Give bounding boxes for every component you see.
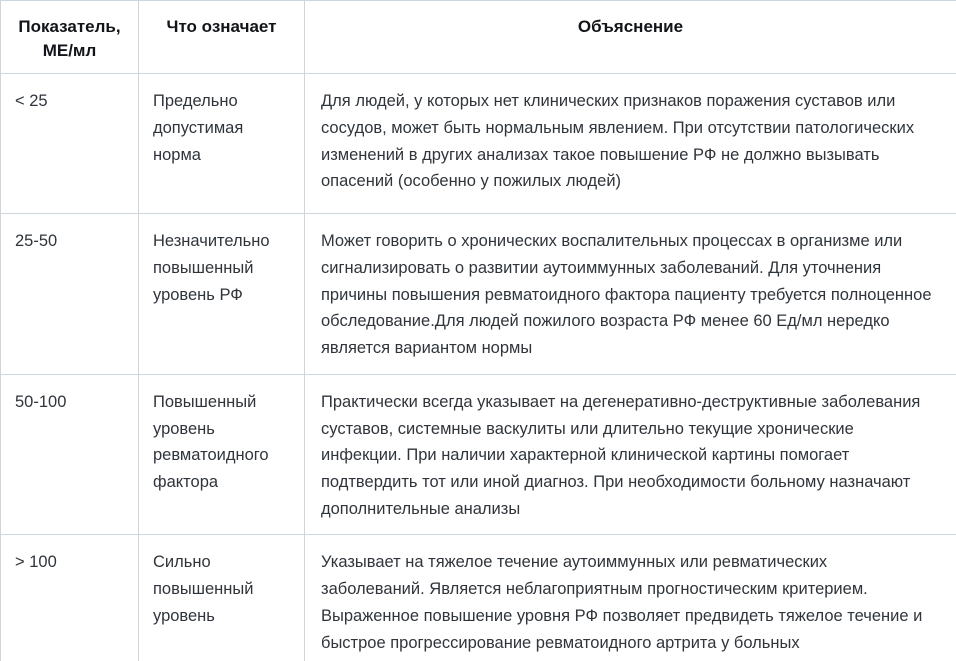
table-row	[1, 374, 956, 535]
cell-meaning: Незначительно повышенный уровень РФ	[139, 214, 305, 375]
cell-indicator: < 25	[1, 74, 139, 214]
cell-indicator: 50-100	[1, 374, 139, 535]
cell-meaning: Повышенный уровень ревматоидного фактора	[139, 374, 305, 535]
table-row	[1, 535, 956, 661]
cell-explanation: Для людей, у которых нет клинических признаков поражения суставов или сосудов, может быть нормальным явлением. При отсутствии патологических изменений в других анализах такое повышение РФ не должно вызывать опасений (особенно у пожилых людей)	[305, 74, 956, 214]
column-header-explanation: Объяснение	[305, 1, 956, 74]
cell-explanation: Может говорить о хронических воспалительных процессах в организме или сигнализировать о развитии аутоиммунных заболеваний. Для уточнения причины повышения ревматоидного фактора пациенту требуется полноценное обследование.Для людей пожилого возраста РФ менее 60 Ед/мл нередко является вариантом нормы	[305, 214, 956, 375]
table-body	[1, 74, 956, 661]
table-row	[1, 214, 956, 375]
table-header-row	[1, 1, 956, 74]
column-header-indicator: Показатель, МЕ/мл	[1, 1, 139, 74]
cell-indicator: > 100	[1, 535, 139, 661]
cell-explanation: Практически всегда указывает на дегенеративно-деструктивные заболевания суставов, системные васкулиты или длительно текущие хронические инфекции. При наличии характерной клинической картины помогает подтвердить тот или иной диагноз. При необходимости больному назначают дополнительные анализы	[305, 374, 956, 535]
cell-indicator: 25-50	[1, 214, 139, 375]
table-row	[1, 74, 956, 214]
cell-explanation: Указывает на тяжелое течение аутоиммунных или ревматических заболеваний. Является неблагоприятным прогностическим критерием. Выраженное повышение уровня РФ позволяет предвидеть тяжелое течение и быстрое прогрессирование ревматоидного артрита у больных	[305, 535, 956, 661]
cell-meaning: Предельно допустимая норма	[139, 74, 305, 214]
column-header-meaning: Что означает	[139, 1, 305, 74]
table-header	[1, 1, 956, 74]
cell-meaning: Сильно повышенный уровень	[139, 535, 305, 661]
